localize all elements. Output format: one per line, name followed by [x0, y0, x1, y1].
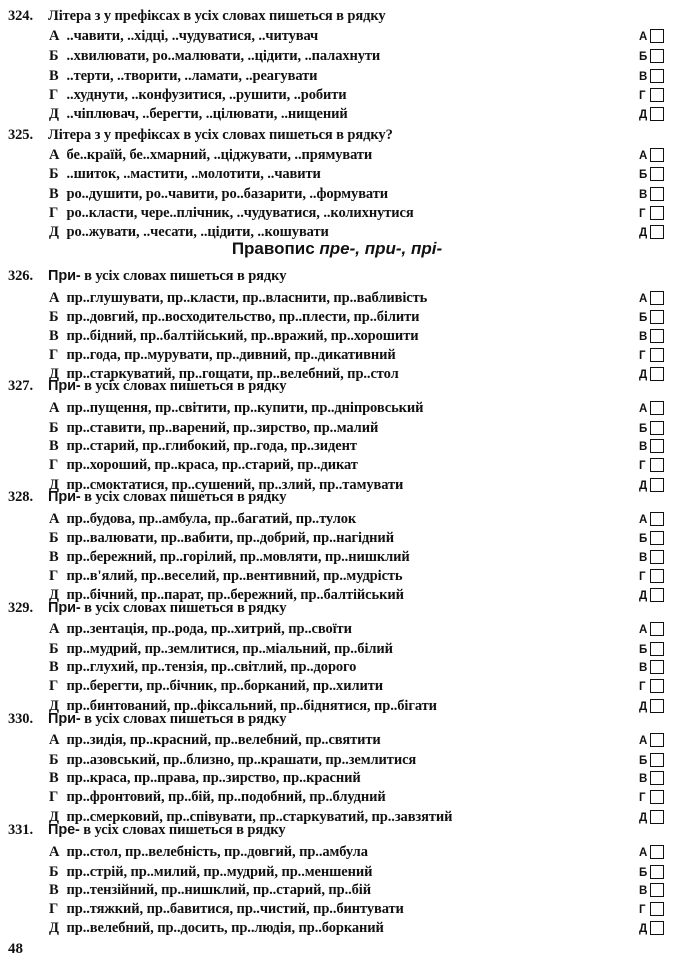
answer-checkbox[interactable] [650, 569, 664, 583]
question-text: Літера з у префіксах в усіх словах пишеться в рядку? [48, 127, 393, 143]
option-text: пр..берегти, пр..бічник, пр..борканий, пр..хилити [63, 678, 384, 694]
option-row [49, 549, 410, 566]
answer-checkbox[interactable] [650, 753, 664, 767]
option-text: ..чавити, ..хідці, ..чудуватися, ..читувач [63, 28, 319, 44]
answer-letter: Б [639, 169, 648, 181]
answer-option[interactable] [639, 225, 667, 241]
answer-letter: А [639, 514, 648, 526]
answer-letter: В [639, 71, 648, 83]
answer-letter: В [639, 885, 648, 897]
answer-option[interactable] [639, 569, 667, 585]
option-letter: Б [49, 48, 59, 64]
question-prefix: При- [48, 489, 81, 505]
option-text: пр..глушувати, пр..класти, пр..власнити, пр..вабливість [63, 290, 428, 306]
option-row [49, 659, 356, 676]
option-letter: А [49, 290, 60, 306]
answer-option[interactable] [639, 348, 667, 364]
question-text: в усіх словах пишеться в рядку [80, 711, 287, 727]
option-letter: А [49, 621, 60, 637]
answer-checkbox[interactable] [650, 902, 664, 916]
option-row [49, 844, 368, 861]
option-text: пр..ставити, пр..варений, пр..зирство, пр..малий [63, 420, 379, 436]
option-text: пр..бічний, пр..парат, пр..бережний, пр..балтійський [63, 587, 404, 603]
option-text: пр..смерковий, пр..співувати, пр..старкуватий, пр..завзятий [63, 809, 453, 825]
answer-option[interactable] [639, 550, 667, 566]
option-text: ..шиток, ..мастити, ..молотити, ..чавити [63, 166, 321, 182]
option-letter: А [49, 511, 60, 527]
answer-letter: А [639, 847, 648, 859]
option-row [49, 621, 352, 638]
answer-checkbox[interactable] [650, 733, 664, 747]
answer-checkbox[interactable] [650, 206, 664, 220]
option-row [49, 328, 418, 345]
answer-letter: Б [639, 51, 648, 63]
option-row [49, 347, 396, 364]
option-text: пр..бинтований, пр..фіксальний, пр..біднятися, пр..бігати [63, 698, 437, 714]
answer-letter: Д [639, 812, 648, 824]
answer-option[interactable] [639, 790, 667, 806]
option-row [49, 87, 347, 104]
answer-option[interactable] [639, 329, 667, 345]
option-letter: Б [49, 752, 59, 768]
answer-letter: Б [639, 312, 648, 324]
option-text: ..хвилювати, ро..малювати, ..цідити, ..палахнути [63, 48, 381, 64]
answer-option[interactable] [639, 167, 667, 183]
option-letter: А [49, 732, 60, 748]
option-letter: В [49, 882, 59, 898]
question-text: Літера з у префіксах в усіх словах пишеться в рядку [48, 8, 386, 24]
question-number: 329. [8, 600, 33, 616]
answer-checkbox[interactable] [650, 622, 664, 636]
answer-option[interactable] [639, 291, 667, 307]
answer-option[interactable] [639, 107, 667, 123]
answer-option[interactable] [639, 458, 667, 474]
option-row [49, 530, 394, 547]
answer-letter: В [639, 773, 648, 785]
option-text: пр..тяжкий, пр..бавитися, пр..чистий, пр..бинтувати [63, 901, 404, 917]
option-text: пр..валювати, пр..вабити, пр..добрий, пр..нагідний [63, 530, 394, 546]
answer-checkbox[interactable] [650, 329, 664, 343]
option-row [49, 290, 427, 307]
answer-letter: Г [639, 350, 646, 362]
option-letter: Б [49, 641, 59, 657]
option-text: пр..бідний, пр..балтійський, пр..вражий, пр..хорошити [63, 328, 419, 344]
answer-checkbox[interactable] [650, 291, 664, 305]
section-heading-items: пре-, при-, прі- [319, 239, 443, 258]
section-heading-prefix: Правопис [231, 239, 320, 258]
option-letter: В [49, 770, 59, 786]
option-text: ..чіплювач, ..берегти, ..цілювати, ..нищений [63, 106, 348, 122]
option-row [49, 186, 388, 203]
question-number: 325. [8, 127, 33, 143]
question-text: в усіх словах пишеться в рядку [79, 822, 286, 838]
question-title [8, 268, 286, 285]
answer-letter: А [639, 31, 648, 43]
option-letter: Д [49, 587, 59, 603]
question-number: 330. [8, 711, 33, 727]
answer-option[interactable] [639, 49, 667, 65]
answer-option[interactable] [639, 310, 667, 326]
option-text: пр..зентація, пр..рода, пр..хитрий, пр..своїти [63, 621, 352, 637]
option-text: пр..старкуватий, пр..гощати, пр..велебний, пр..стол [63, 366, 399, 382]
option-row [49, 420, 378, 437]
option-letter: Д [49, 224, 59, 240]
question-prefix: При- [48, 378, 81, 394]
option-text: пр..в'ялий, пр..веселий, пр..вентивний, пр..мудрість [63, 568, 403, 584]
answer-option[interactable] [639, 810, 667, 826]
option-letter: Г [49, 568, 59, 584]
option-letter: Г [49, 457, 59, 473]
answer-checkbox[interactable] [650, 29, 664, 43]
answer-letter: В [639, 331, 648, 343]
question-text: в усіх словах пишеться в рядку [80, 378, 287, 394]
answer-checkbox[interactable] [650, 478, 664, 492]
option-letter: Г [49, 901, 59, 917]
option-letter: Д [49, 106, 59, 122]
option-text: ..худнути, ..конфузитися, ..рушити, ..робити [63, 87, 347, 103]
option-text: ..терти, ..творити, ..ламати, ..реагувати [63, 68, 318, 84]
option-text: пр..глухий, пр..тензія, пр..світлий, пр..дорого [63, 659, 357, 675]
answer-letter: Г [639, 792, 646, 804]
answer-option[interactable] [639, 622, 667, 638]
answer-letter: Б [639, 533, 648, 545]
answer-letter: Г [639, 904, 646, 916]
answer-option[interactable] [639, 439, 667, 455]
option-letter: Б [49, 309, 59, 325]
answer-checkbox[interactable] [650, 790, 664, 804]
option-row [49, 309, 419, 326]
option-row [49, 28, 318, 45]
answer-option[interactable] [639, 845, 667, 861]
answer-option[interactable] [639, 401, 667, 417]
answer-checkbox[interactable] [650, 550, 664, 564]
option-text: ро..класти, чере..плічник, ..чудуватися, ..колихнутися [63, 205, 414, 221]
answer-option[interactable] [639, 883, 667, 899]
answer-checkbox[interactable] [650, 845, 664, 859]
question-prefix: При- [48, 268, 81, 284]
answer-option[interactable] [639, 531, 667, 547]
question-title [8, 600, 286, 617]
option-row [49, 789, 386, 806]
option-row [49, 438, 357, 455]
option-row [49, 457, 358, 474]
question-text: в усіх словах пишеться в рядку [80, 600, 287, 616]
answer-checkbox[interactable] [650, 679, 664, 693]
option-letter: В [49, 438, 59, 454]
option-letter: Б [49, 864, 59, 880]
answer-letter: Б [639, 423, 648, 435]
answer-checkbox[interactable] [650, 88, 664, 102]
answer-letter: А [639, 150, 648, 162]
option-row [49, 511, 356, 528]
answer-letter: Д [639, 590, 648, 602]
answer-checkbox[interactable] [650, 439, 664, 453]
option-letter: Б [49, 166, 59, 182]
option-text: пр..зидія, пр..красний, пр..велебний, пр..святити [63, 732, 381, 748]
option-text: пр..тензійний, пр..нишклий, пр..старий, пр..бій [63, 882, 371, 898]
question-title [8, 378, 286, 395]
answer-letter: Г [639, 571, 646, 583]
answer-letter: Б [639, 755, 648, 767]
question-title [8, 8, 386, 25]
answer-option[interactable] [639, 771, 667, 787]
answer-option[interactable] [639, 699, 667, 715]
question-number: 326. [8, 268, 33, 284]
option-letter: В [49, 328, 59, 344]
answer-checkbox[interactable] [650, 310, 664, 324]
answer-checkbox[interactable] [650, 588, 664, 602]
option-letter: А [49, 28, 60, 44]
option-letter: Д [49, 366, 59, 382]
answer-letter: Д [639, 369, 648, 381]
answer-checkbox[interactable] [650, 49, 664, 63]
page-number: 48 [8, 941, 23, 957]
answer-checkbox[interactable] [650, 921, 664, 935]
option-letter: В [49, 659, 59, 675]
question-prefix: При- [48, 600, 81, 616]
answer-checkbox[interactable] [650, 225, 664, 239]
answer-checkbox[interactable] [650, 531, 664, 545]
option-text: пр..хороший, пр..краса, пр..старий, пр..дикат [63, 457, 358, 473]
answer-option[interactable] [639, 679, 667, 695]
answer-letter: Б [639, 867, 648, 879]
option-letter: Г [49, 678, 59, 694]
answer-letter: Д [639, 923, 648, 935]
option-row [49, 920, 384, 937]
answer-checkbox[interactable] [650, 167, 664, 181]
answer-letter: Д [639, 701, 648, 713]
option-row [49, 864, 372, 881]
answer-letter: А [639, 735, 648, 747]
answer-option[interactable] [639, 69, 667, 85]
question-title [8, 489, 286, 506]
section-heading [0, 239, 674, 259]
question-title [8, 822, 286, 839]
answer-option[interactable] [639, 367, 667, 383]
answer-option[interactable] [639, 588, 667, 604]
option-letter: Г [49, 347, 59, 363]
answer-option[interactable] [639, 206, 667, 222]
option-letter: Г [49, 789, 59, 805]
answer-option[interactable] [639, 753, 667, 769]
answer-option[interactable] [639, 902, 667, 918]
answer-option[interactable] [639, 642, 667, 658]
option-row [49, 106, 348, 123]
option-row [49, 224, 329, 241]
option-row [49, 166, 321, 183]
option-text: пр..стол, пр..велебність, пр..довгий, пр..амбула [63, 844, 368, 860]
option-letter: В [49, 68, 59, 84]
option-letter: В [49, 186, 59, 202]
option-text: пр..года, пр..мурувати, пр..дивний, пр..дикативний [63, 347, 396, 363]
option-text: пр..смоктатися, пр..сушений, пр..злий, пр..тамувати [63, 477, 404, 493]
question-prefix: При- [48, 711, 81, 727]
option-row [49, 400, 423, 417]
option-row [49, 68, 317, 85]
option-letter: Г [49, 205, 59, 221]
answer-letter: А [639, 624, 648, 636]
answer-checkbox[interactable] [650, 421, 664, 435]
answer-checkbox[interactable] [650, 883, 664, 897]
option-row [49, 732, 381, 749]
answer-checkbox[interactable] [650, 771, 664, 785]
answer-letter: А [639, 293, 648, 305]
option-letter: Б [49, 530, 59, 546]
option-row [49, 641, 393, 658]
answer-letter: В [639, 662, 648, 674]
answer-option[interactable] [639, 29, 667, 45]
option-text: пр..стрій, пр..милий, пр..мудрий, пр..меншений [63, 864, 373, 880]
option-text: пр..старий, пр..глибокий, пр..года, пр..зидент [63, 438, 357, 454]
question-title [8, 711, 286, 728]
option-row [49, 48, 380, 65]
answer-option[interactable] [639, 148, 667, 164]
answer-checkbox[interactable] [650, 148, 664, 162]
answer-checkbox[interactable] [650, 107, 664, 121]
answer-letter: Б [639, 644, 648, 656]
option-letter: А [49, 844, 60, 860]
option-text: пр..бережний, пр..горілий, пр..мовляти, пр..нишклий [63, 549, 410, 565]
answer-checkbox[interactable] [650, 367, 664, 381]
option-text: пр..азовський, пр..близно, пр..крашати, пр..землитися [63, 752, 417, 768]
answer-option[interactable] [639, 660, 667, 676]
option-text: бе..країй, бе..хмарний, ..ціджувати, ..прямувати [63, 147, 373, 163]
question-number: 328. [8, 489, 33, 505]
answer-checkbox[interactable] [650, 348, 664, 362]
answer-checkbox[interactable] [650, 642, 664, 656]
answer-letter: Д [639, 109, 648, 121]
answer-checkbox[interactable] [650, 660, 664, 674]
answer-checkbox[interactable] [650, 69, 664, 83]
option-row [49, 147, 372, 164]
option-row [49, 901, 404, 918]
option-text: пр..фронтовий, пр..бій, пр..подобний, пр..блудний [63, 789, 386, 805]
question-prefix: Пре- [48, 822, 80, 838]
option-text: пр..велебний, пр..досить, пр..людія, пр..борканий [63, 920, 384, 936]
answer-letter: Г [639, 208, 646, 220]
option-letter: В [49, 549, 59, 565]
question-number: 331. [8, 822, 33, 838]
answer-letter: Д [639, 227, 648, 239]
question-number: 324. [8, 8, 33, 24]
answer-option[interactable] [639, 187, 667, 203]
option-text: пр..довгий, пр..восходительство, пр..плести, пр..білити [63, 309, 420, 325]
answer-checkbox[interactable] [650, 458, 664, 472]
option-letter: Д [49, 477, 59, 493]
answer-checkbox[interactable] [650, 865, 664, 879]
answer-checkbox[interactable] [650, 401, 664, 415]
answer-option[interactable] [639, 733, 667, 749]
option-letter: Д [49, 920, 59, 936]
option-text: ро..жувати, ..чесати, ..цідити, ..кошувати [63, 224, 329, 240]
answer-letter: Г [639, 90, 646, 102]
answer-letter: В [639, 189, 648, 201]
option-row [49, 205, 414, 222]
option-letter: Д [49, 809, 59, 825]
option-text: пр..краса, пр..права, пр..зирство, пр..красний [63, 770, 361, 786]
answer-letter: В [639, 441, 648, 453]
option-text: ро..душити, ро..чавити, ро..базарити, ..формувати [63, 186, 388, 202]
option-text: пр..будова, пр..амбула, пр..багатий, пр..тулок [63, 511, 357, 527]
answer-letter: Г [639, 460, 646, 472]
option-row [49, 752, 416, 769]
answer-letter: А [639, 403, 648, 415]
answer-checkbox[interactable] [650, 187, 664, 201]
answer-letter: Д [639, 480, 648, 492]
question-text: в усіх словах пишеться в рядку [80, 489, 287, 505]
option-row [49, 568, 403, 585]
option-letter: Д [49, 698, 59, 714]
question-title [8, 127, 393, 144]
answer-option[interactable] [639, 421, 667, 437]
answer-checkbox[interactable] [650, 810, 664, 824]
option-text: пр..мудрий, пр..землитися, пр..міальний, пр..білий [63, 641, 393, 657]
option-letter: А [49, 147, 60, 163]
option-letter: А [49, 400, 60, 416]
option-row [49, 882, 371, 899]
answer-letter: Г [639, 681, 646, 693]
answer-option[interactable] [639, 88, 667, 104]
option-letter: Б [49, 420, 59, 436]
option-row [49, 770, 361, 787]
option-text: пр..пущення, пр..світити, пр..купити, пр..дніпровський [63, 400, 424, 416]
answer-option[interactable] [639, 921, 667, 937]
option-row [49, 678, 383, 695]
question-text: в усіх словах пишеться в рядку [80, 268, 287, 284]
answer-option[interactable] [639, 512, 667, 528]
answer-letter: В [639, 552, 648, 564]
answer-option[interactable] [639, 478, 667, 494]
answer-checkbox[interactable] [650, 699, 664, 713]
option-letter: Г [49, 87, 59, 103]
question-number: 327. [8, 378, 33, 394]
answer-checkbox[interactable] [650, 512, 664, 526]
answer-option[interactable] [639, 865, 667, 881]
